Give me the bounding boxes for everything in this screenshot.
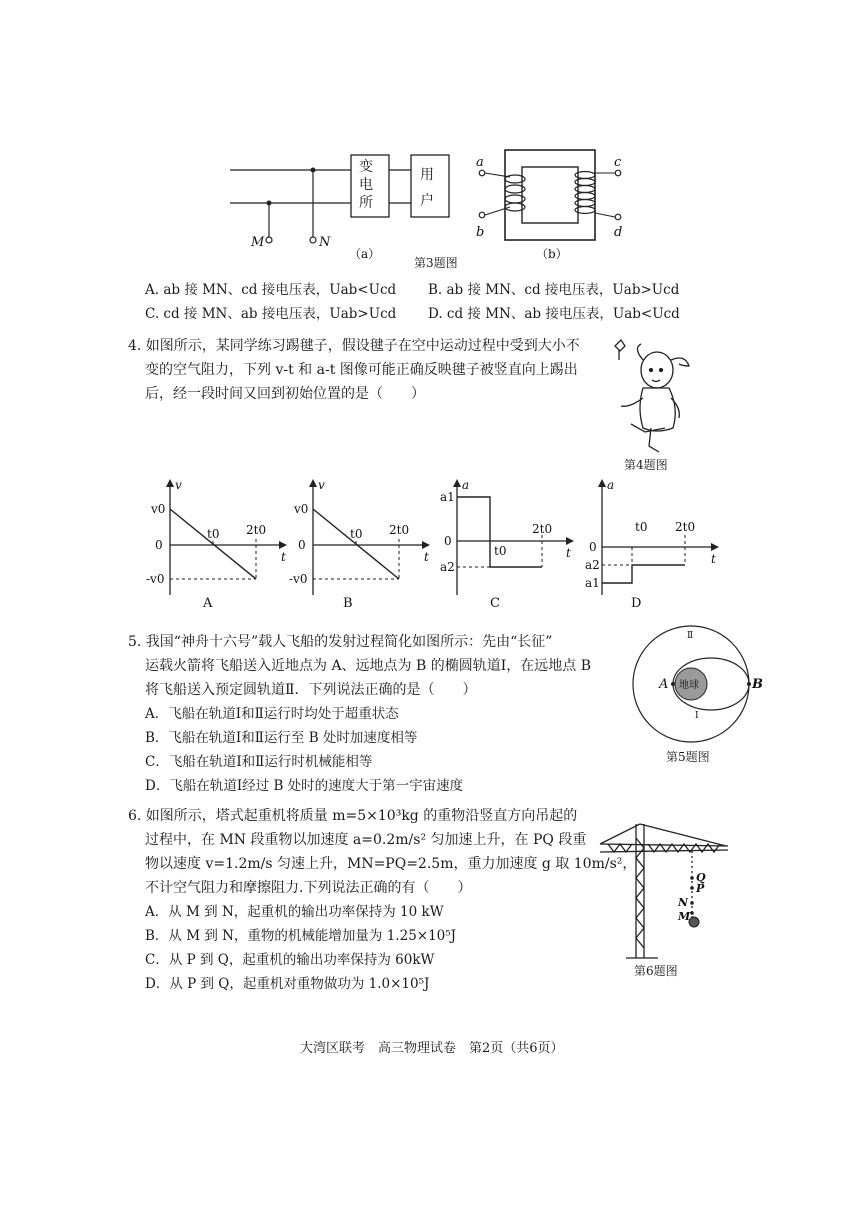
q6-option-b: B．从 M 到 N，重物的机械能增加量为 1.25×10⁵J xyxy=(145,928,457,944)
fig3a-caption: （a） xyxy=(349,247,381,261)
crane-label-P: P xyxy=(696,882,705,895)
orbit-label-1: Ⅰ xyxy=(695,711,699,721)
terminal-a xyxy=(479,170,485,176)
fig3b-caption: （b） xyxy=(536,247,568,261)
q4-line-2: 变的空气阻力，下列 v-t 和 a-t 图像可能正确反映毽子被竖直向上踢出 xyxy=(145,362,578,378)
graph-c-y-axis-label: a xyxy=(462,478,470,492)
orbit-label-B: B xyxy=(752,677,763,692)
q6-option-a: A．从 M 到 N，起重机的输出功率保持为 10 kW xyxy=(145,904,444,920)
graph-a-x-t0: t0 xyxy=(207,527,220,541)
q3-option-a: A. ab 接 MN、cd 接电压表，Uab<Ucd xyxy=(145,282,397,298)
graph-b-label: B xyxy=(343,596,353,611)
page-footer: 大湾区联考 高三物理试卷 第2页（共6页） xyxy=(300,1041,564,1056)
q5-line-2: 运载火箭将飞船送入近地点为 A、远地点为 B 的椭圆轨道Ⅰ，在远地点 B xyxy=(145,658,592,674)
graph-c-y-bottom: a2 xyxy=(440,560,455,574)
q4-graph-d xyxy=(577,475,727,615)
graph-d-x-t0: t0 xyxy=(635,520,648,534)
graph-a-x-2t0: 2t0 xyxy=(246,523,267,537)
q6-option-c: C．从 P 到 Q，起重机的输出功率保持为 60kW xyxy=(145,952,435,968)
q6-line-2: 过程中，在 MN 段重物以加速度 a=0.2m/s² 匀加速上升，在 PQ 段重 xyxy=(145,832,587,848)
q6-line-3: 物以速度 v=1.2m/s 匀速上升，MN=PQ=2.5m，重力加速度 g 取 10m/s²， xyxy=(145,856,637,872)
graph-d-y-a1: a1 xyxy=(585,576,600,590)
crane-label-Q: Q xyxy=(696,871,706,884)
q3-option-d: D. cd 接 MN、ab 接电压表，Uab<Ucd xyxy=(428,306,680,322)
graph-c-x-2t0: 2t0 xyxy=(532,522,553,536)
graph-a-y-axis-label: v xyxy=(175,478,182,492)
graph-c-y-zero: 0 xyxy=(444,534,452,548)
graph-a-label: A xyxy=(203,596,213,611)
fig3a-label-M: M xyxy=(251,235,265,250)
q6-option-d: D．从 P 到 Q，起重机对重物做功为 1.0×10⁵J xyxy=(145,976,430,992)
q3-option-c: C. cd 接 MN、ab 接电压表，Uab>Ucd xyxy=(145,306,397,322)
fig3b-label-c: c xyxy=(614,155,622,170)
q6-line-4: 不计空气阻力和摩擦阻力.下列说法正确的有（ ） xyxy=(145,880,472,896)
fig3a-label-N: N xyxy=(319,235,331,250)
shuttlecock-girl-illustration xyxy=(605,338,695,458)
graph-d-y-a2: a2 xyxy=(585,558,600,572)
q4-graph-b xyxy=(288,475,438,615)
q5-orbit-figure xyxy=(625,622,765,747)
fig3b-label-b: b xyxy=(476,225,485,240)
graph-b-x-t0: t0 xyxy=(350,527,363,541)
graph-d-x-axis-label: t xyxy=(711,552,716,566)
crane-label-N: N xyxy=(678,896,689,909)
graph-c-x-t0: t0 xyxy=(494,544,507,558)
graph-a-y-top: v0 xyxy=(151,502,166,516)
q4-graph-a xyxy=(145,475,295,615)
graph-b-y-bottom: -v0 xyxy=(289,572,308,586)
q4-line-3: 后，经一段时间又回到初始位置的是（ ） xyxy=(145,386,425,402)
substation-label: 变电所 xyxy=(359,159,373,211)
graph-d-x-2t0: 2t0 xyxy=(675,520,696,534)
q3-option-b: B. ab 接 MN、cd 接电压表，Uab>Ucd xyxy=(428,282,680,298)
graph-b-y-axis-label: v xyxy=(318,478,325,492)
q3-figure-b xyxy=(470,145,640,265)
q6-line-1: 6. 如图所示，塔式起重机将质量 m=5×10³kg 的重物沿竖直方向吊起的 xyxy=(128,808,578,824)
q5-option-d: D．飞船在轨道Ⅰ经过 B 处时的速度大于第一宇宙速度 xyxy=(145,778,464,794)
graph-b-x-axis-label: t xyxy=(424,550,429,564)
orbit-label-A: A xyxy=(659,677,669,692)
graph-d-y-zero: 0 xyxy=(589,540,597,554)
graph-a-y-bottom: -v0 xyxy=(146,572,165,586)
q4-figure-caption: 第4题图 xyxy=(624,458,668,472)
q5-line-3: 将飞船送入预定圆轨道Ⅱ．下列说法正确的是（ ） xyxy=(145,682,477,698)
terminal-c xyxy=(615,170,621,176)
terminal-M xyxy=(266,237,272,243)
q5-option-c: C．飞船在轨道Ⅰ和Ⅱ运行时机械能相等 xyxy=(145,754,373,770)
fig3b-label-a: a xyxy=(476,155,484,170)
orbit-label-2: Ⅱ xyxy=(687,631,694,641)
graph-b-x-2t0: 2t0 xyxy=(389,523,410,537)
graph-d-label: D xyxy=(631,596,642,611)
q6-figure-caption: 第6题图 xyxy=(634,964,678,978)
graph-c-label: C xyxy=(490,596,500,611)
terminal-b xyxy=(479,212,485,218)
graph-c-y-top: a1 xyxy=(440,490,455,504)
q6-crane-figure xyxy=(598,818,733,963)
user-label: 用户 xyxy=(420,167,434,209)
graph-a-y-zero: 0 xyxy=(155,538,163,552)
q5-option-b: B．飞船在轨道Ⅰ和Ⅱ运行至 B 处时加速度相等 xyxy=(145,730,418,746)
graph-d-line xyxy=(602,565,685,583)
q4-line-1: 4. 如图所示，某同学练习踢毽子，假设毽子在空中运动过程中受到大小不 xyxy=(128,338,580,354)
graph-b-y-top: v0 xyxy=(294,502,309,516)
q5-figure-caption: 第5题图 xyxy=(666,750,710,764)
graph-c-x-axis-label: t xyxy=(566,546,571,560)
crane-label-M: M xyxy=(678,910,691,923)
earth-label: 地球 xyxy=(679,680,699,691)
load-weight xyxy=(689,917,699,927)
graph-b-y-zero: 0 xyxy=(298,538,306,552)
q5-option-a: A．飞船在轨道Ⅰ和Ⅱ运行时均处于超重状态 xyxy=(145,706,399,722)
graph-d-y-axis-label: a xyxy=(607,478,615,492)
fig3b-label-d: d xyxy=(614,225,623,240)
terminal-N xyxy=(310,237,316,243)
graph-a-x-axis-label: t xyxy=(281,550,286,564)
terminal-d xyxy=(615,214,621,220)
q5-line-1: 5. 我国“神舟十六号”载人飞船的发射过程简化如图所示：先由“长征” xyxy=(128,634,553,650)
q4-graph-c xyxy=(432,475,582,615)
q3-figure-caption: 第3题图 xyxy=(414,256,458,270)
